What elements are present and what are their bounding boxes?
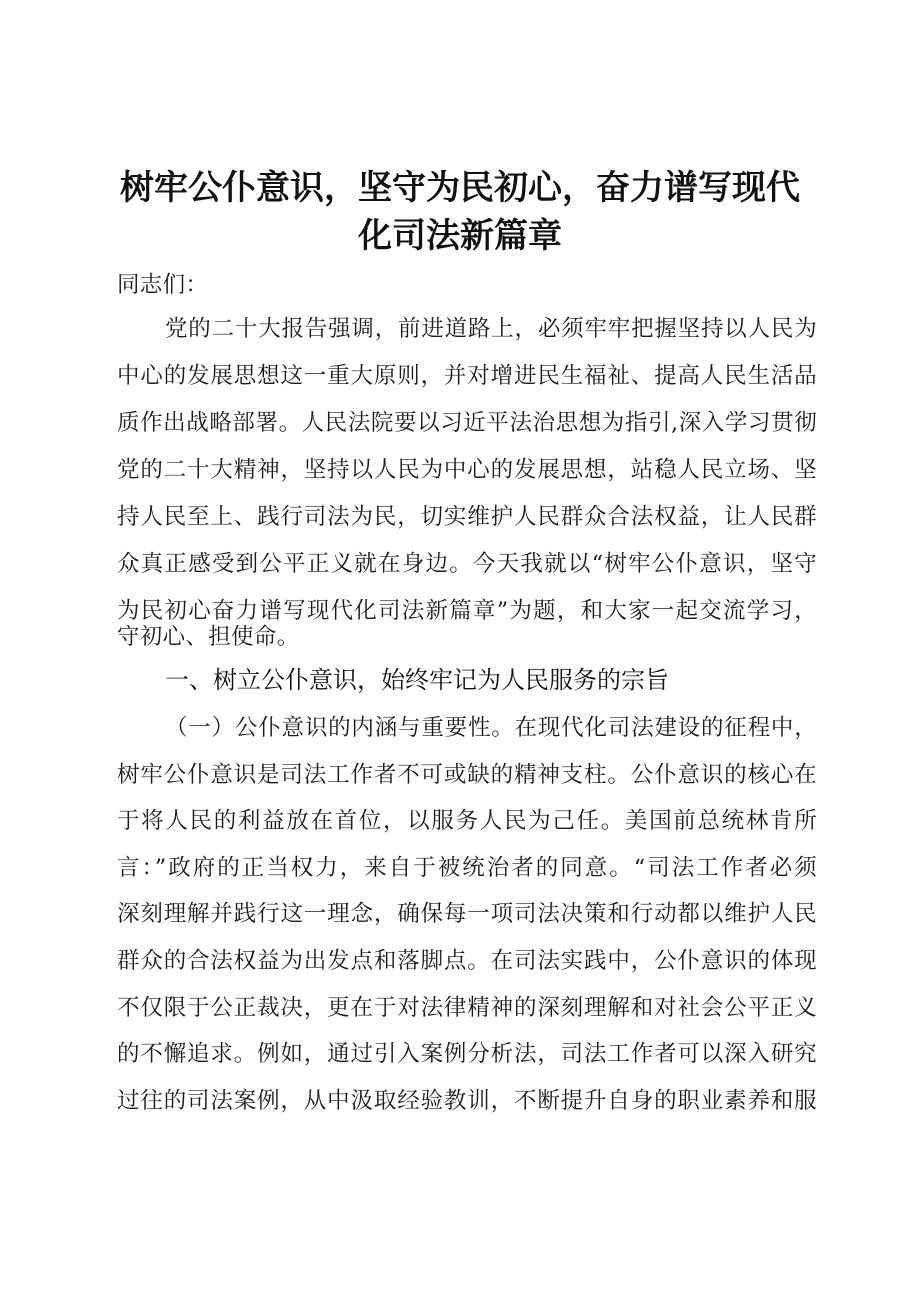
paragraph-1-line: 持人民至上、践行司法为民，切实维护人民群众合法权益，让人民群 bbox=[117, 504, 817, 530]
paragraph-1-line: 党的二十大精神，坚持以人民为中心的发展思想，站稳人民立场、坚 bbox=[117, 457, 817, 483]
paragraph-2-line: 于将人民的利益放在首位，以服务人民为己任。美国前总统林肯所 bbox=[117, 808, 817, 834]
section-1-heading: 一、树立公仆意识，始终牢记为人民服务的宗旨 bbox=[165, 666, 669, 694]
paragraph-2-line: 过往的司法案例，从中汲取经验教训，不断提升自身的职业素养和服 bbox=[117, 1088, 817, 1114]
paragraph-2-line: 不仅限于公正裁决，更在于对法律精神的深刻理解和对社会公平正义 bbox=[117, 995, 817, 1021]
paragraph-2-line: （一）公仆意识的内涵与重要性。在现代化司法建设的征程中， bbox=[165, 715, 817, 741]
salutation: 同志们： bbox=[117, 272, 209, 298]
paragraph-1-last-line: 守初心、担使命。 bbox=[117, 624, 300, 650]
paragraph-2-line: 言：”政府的正当权力，来自于被统治者的同意。“司法工作者必须 bbox=[117, 855, 817, 881]
paragraph-2-line: 树牢公仆意识是司法工作者不可或缺的精神支柱。公仆意识的核心在 bbox=[117, 762, 817, 788]
paragraph-1-line: 中心的发展思想这一重大原则，并对增进民生福祉、提高人民生活品 bbox=[117, 363, 817, 389]
document-title-line-2: 化司法新篇章 bbox=[358, 216, 562, 256]
paragraph-2-line: 群众的合法权益为出发点和落脚点。在司法实践中，公仆意识的体现 bbox=[117, 948, 817, 974]
paragraph-1-line: 质作出战略部署。人民法院要以习近平法治思想为指引,深入学习贯彻 bbox=[117, 410, 817, 436]
paragraph-2-line: 的不懈追求。例如，通过引入案例分析法，司法工作者可以深入研究 bbox=[117, 1041, 817, 1067]
paragraph-2-line: 深刻理解并践行这一理念，确保每一项司法决策和行动都以维护人民 bbox=[117, 901, 817, 927]
paragraph-1-line: 党的二十大报告强调，前进道路上，必须牢牢把握坚持以人民为 bbox=[165, 316, 817, 342]
paragraph-1-line: 众真正感受到公平正义就在身边。今天我就以“树牢公仆意识，坚守 bbox=[117, 551, 817, 577]
paragraph-1-line: 为民初心奋力谱写现代化司法新篇章”为题，和大家一起交流学习， bbox=[117, 598, 817, 624]
document-title-line-1: 树牢公仆意识，坚守为民初心，奋力谱写现代 bbox=[120, 168, 800, 208]
